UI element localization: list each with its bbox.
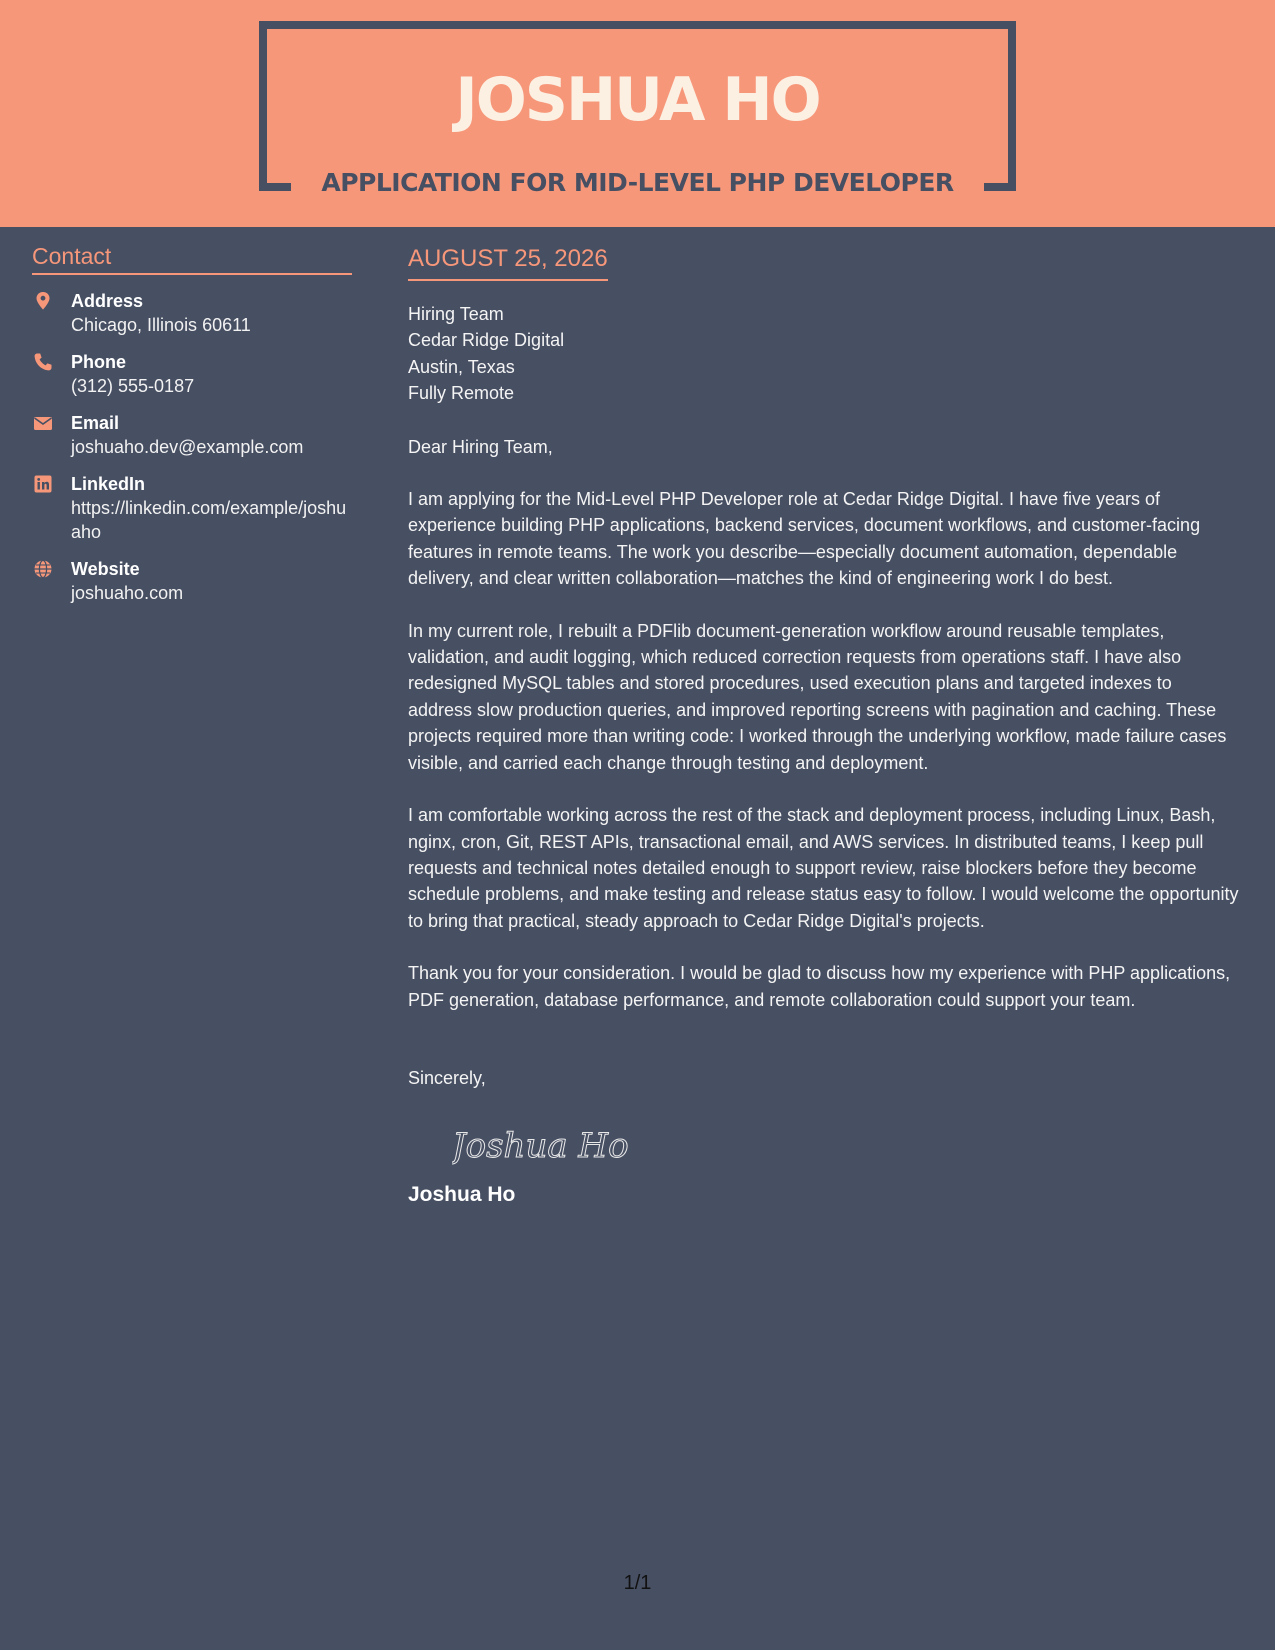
contact-item-phone: [32, 350, 352, 398]
contact-value: Chicago, Illinois 60611: [71, 315, 251, 335]
contact-value: (312) 555-0187: [71, 376, 195, 396]
applicant-name: JOSHUA HO: [455, 65, 820, 135]
salutation: Dear Hiring Team,: [408, 436, 553, 457]
letter-paragraph: I am comfortable working across the rest of the stack and deployment process, including Linux, Bash, nginx, cron, Git, REST APIs, transactional email, and AWS services. In distributed teams, I keep pull requests and technical notes detailed enough to support review, raise blockers before they become schedule problems, and make testing and release status easy to follow. I would welcome the opportunity to bring that practical, steady approach to Cedar Ridge Digital's projects.: [408, 805, 1239, 931]
header-banner: [0, 0, 1275, 227]
website-link[interactable]: joshuaho.com: [71, 583, 184, 603]
location-pin-icon: [33, 291, 53, 311]
contact-label: Phone: [71, 352, 127, 372]
recipient-line: Austin, Texas: [408, 356, 515, 377]
signature-text: Joshua Ho: [452, 1126, 629, 1167]
contact-item-address: [32, 289, 352, 337]
contact-item-linkedin: [32, 472, 352, 544]
letter-date: AUGUST 25, 2026: [408, 243, 608, 281]
email-icon: [33, 413, 53, 433]
recipient-line: Fully Remote: [408, 383, 515, 404]
frame-top-bar: [259, 21, 1016, 29]
page-number: 1/1: [623, 1572, 652, 1594]
email-link[interactable]: joshuaho.dev@example.com: [71, 437, 304, 457]
contact-item-website: [32, 557, 352, 605]
contact-sidebar: [32, 241, 352, 618]
closing: Sincerely,: [408, 1067, 486, 1088]
letter-paragraph: I am applying for the Mid-Level PHP Developer role at Cedar Ridge Digital. I have five years of experience building PHP applications, backend services, document workflows, and customer-facing features in remote teams. The work you describe—especially document automation, dependable delivery, and clear written collaboration—matches the kind of engineering work I do best.: [408, 489, 1201, 589]
linkedin-link[interactable]: https://linkedin.com/example/joshuaho: [71, 498, 347, 542]
contact-label: Address: [71, 291, 144, 311]
letter-paragraph: In my current role, I rebuilt a PDFlib document-generation workflow around reusable templates, validation, and audit logging, which reduced correction requests from operations staff. I have also redesigned MySQL tables and stored procedures, used execution plans and targeted indexes to address slow production queries, and improved reporting screens with pagination and caching. These projects required more than writing code: I worked through the underlying workflow, made failure cases visible, and carried each change through testing and deployment.: [408, 620, 1227, 773]
handwritten-signature: [452, 1113, 652, 1173]
recipient-line: Cedar Ridge Digital: [408, 330, 565, 351]
signer-name: Joshua Ho: [408, 1183, 516, 1207]
globe-icon: [33, 559, 53, 579]
contact-label: Website: [71, 559, 140, 579]
contact-item-email: [32, 411, 352, 459]
application-title: APPLICATION FOR MID-LEVEL PHP DEVELOPER: [321, 168, 954, 197]
letter-body: [408, 243, 1240, 1209]
recipient-block: [408, 301, 1240, 407]
linkedin-icon: [33, 474, 53, 494]
contact-label: LinkedIn: [71, 474, 146, 494]
contact-heading: Contact: [32, 241, 352, 275]
contact-label: Email: [71, 413, 120, 433]
phone-icon: [33, 352, 53, 372]
recipient-line: Hiring Team: [408, 304, 504, 324]
letter-paragraph: Thank you for your consideration. I would be glad to discuss how my experience with PHP applications, PDF generation, database performance, and remote collaboration could support your team.: [408, 963, 1231, 1010]
